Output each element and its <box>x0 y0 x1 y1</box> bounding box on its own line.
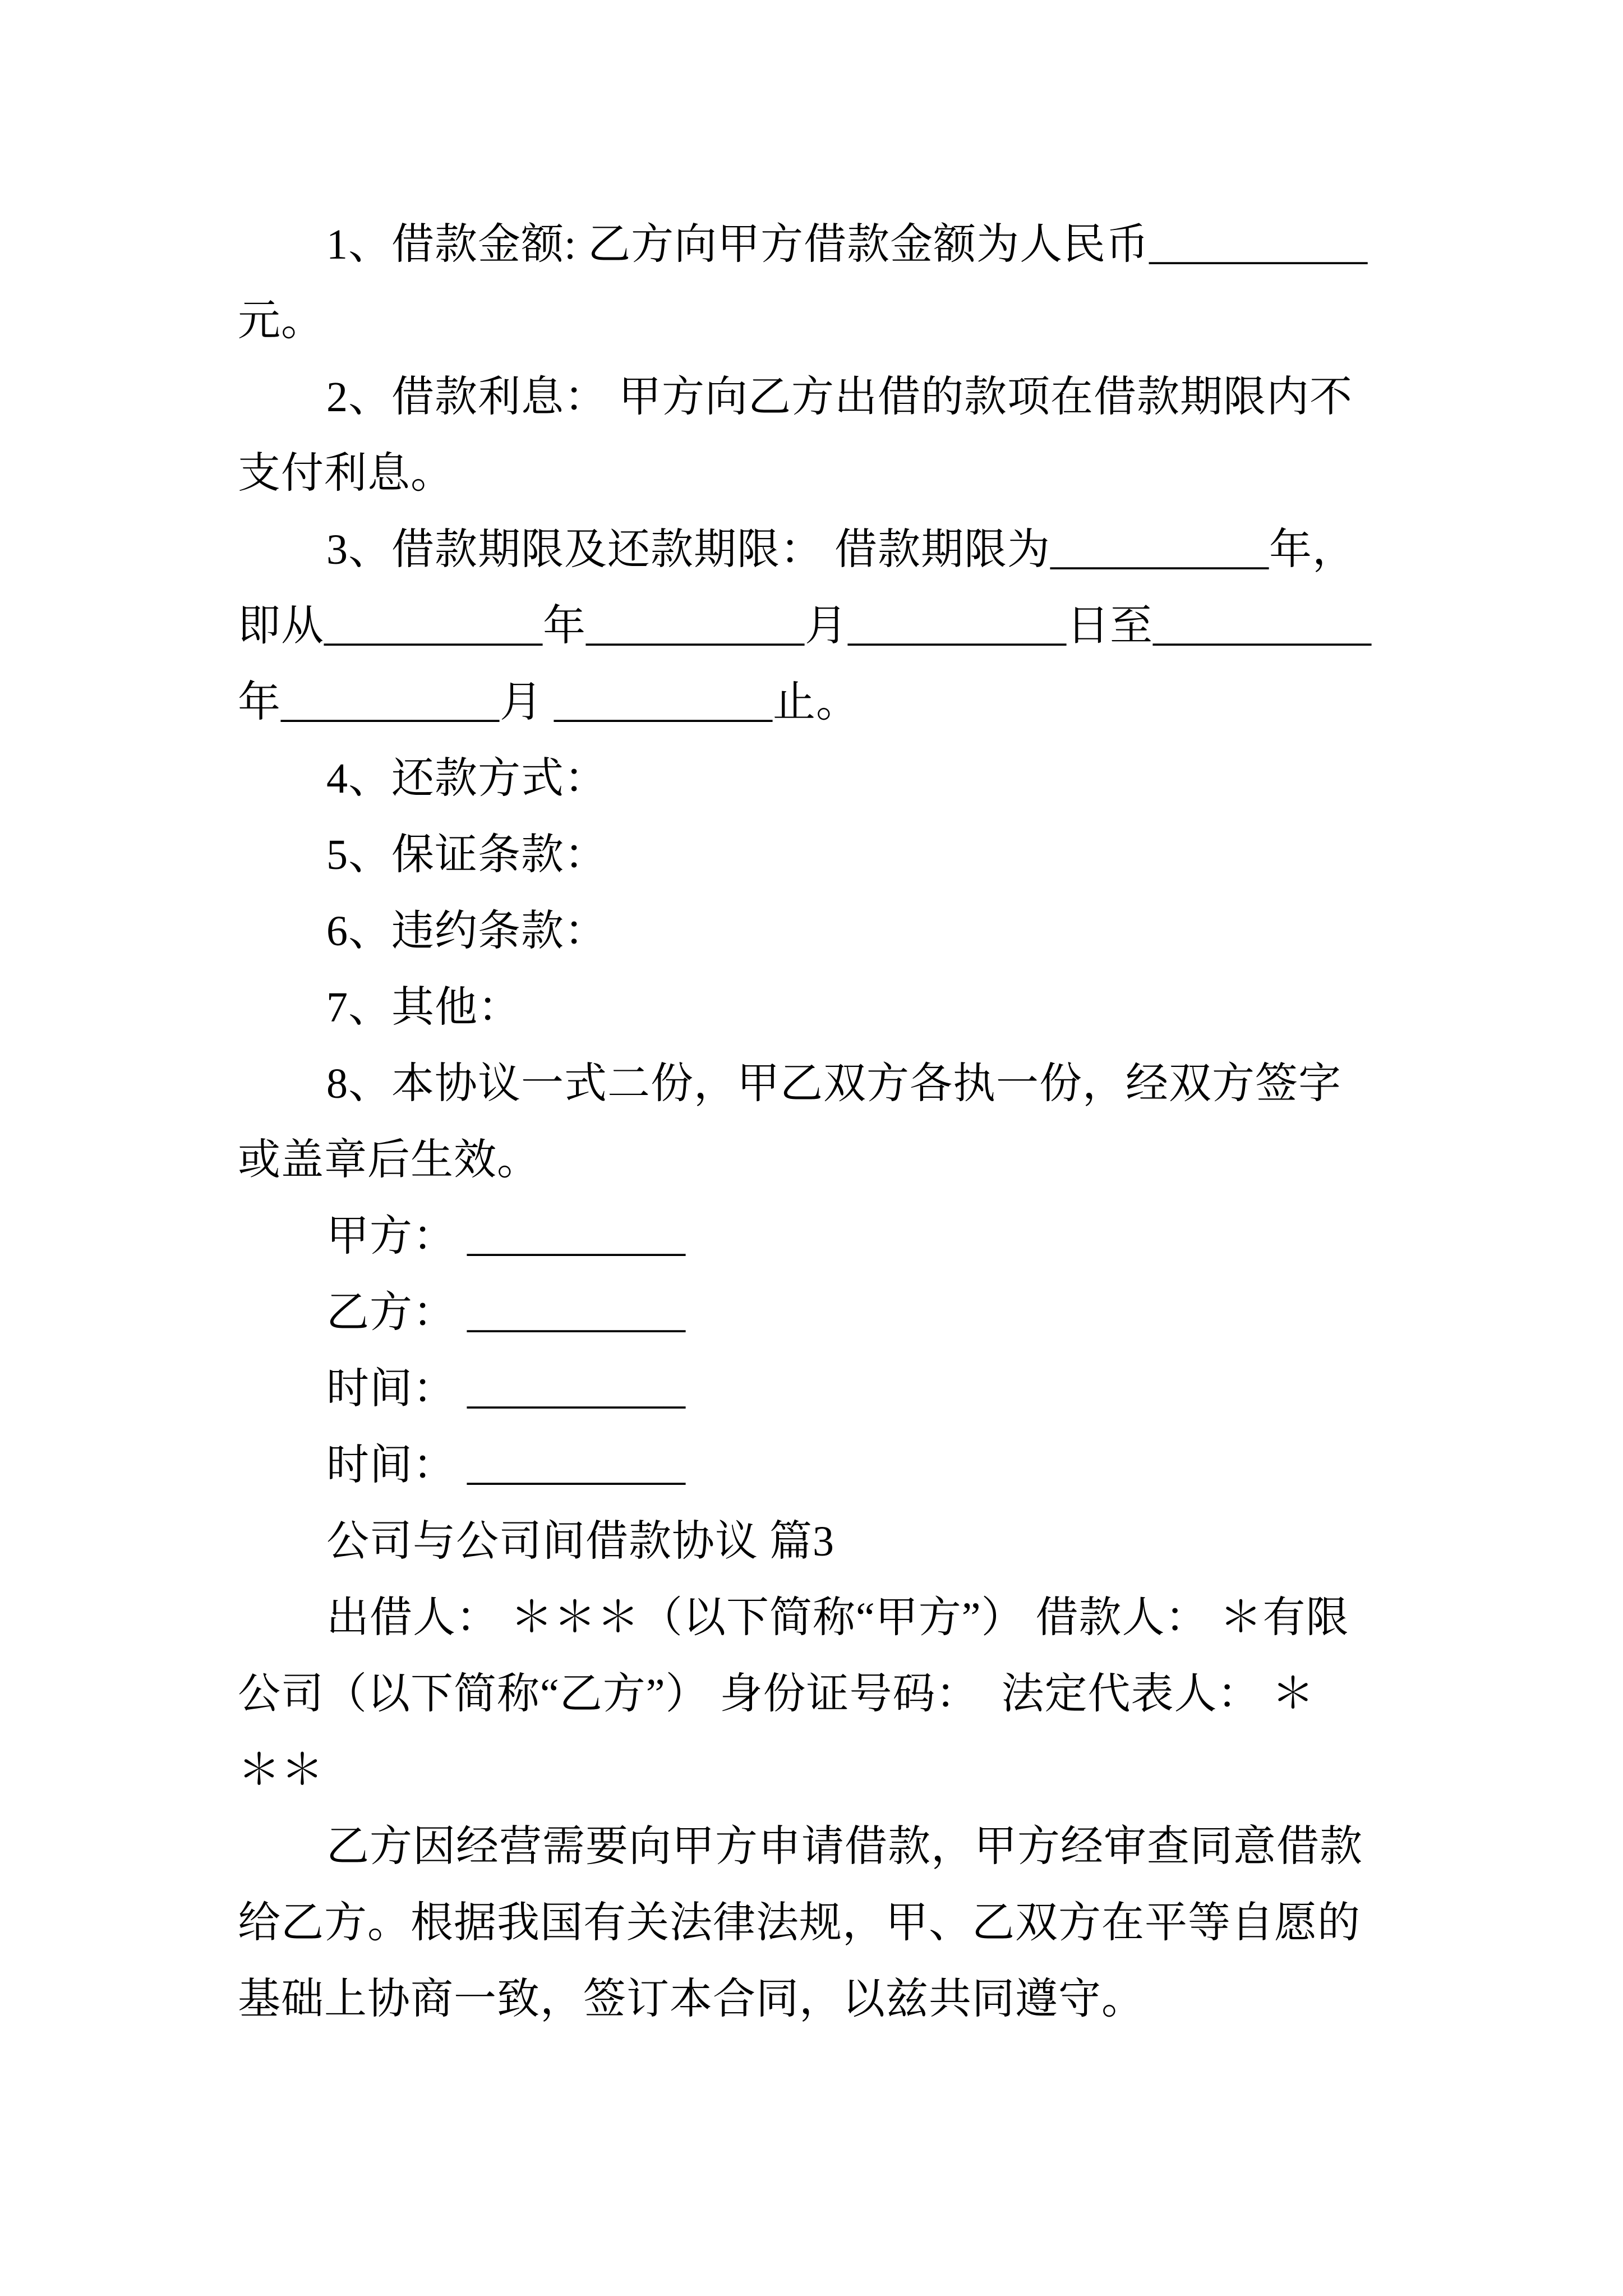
text-line-21: ＊＊ <box>238 1747 324 1794</box>
text-line-9: 5、保证条款： <box>326 831 607 878</box>
text-line-20: 公司（以下简称“乙方”） 身份证号码： 法定代表人： ＊ <box>238 1671 1315 1718</box>
text-line-18: 公司与公司间借款协议 篇3 <box>326 1518 834 1565</box>
text-line-11: 7、其他： <box>326 984 521 1031</box>
text-line-14: 甲方： __________ <box>326 1213 686 1260</box>
text-line-10: 6、违约条款： <box>326 908 607 955</box>
text-line-24: 基础上协商一致，签订本合同，以兹共同遵守。 <box>238 1976 1145 2023</box>
text-line-4: 支付利息。 <box>238 450 454 497</box>
text-line-23: 给乙方。根据我国有关法律法规，甲、乙双方在平等自愿的 <box>238 1899 1361 1947</box>
text-line-17: 时间： __________ <box>326 1442 686 1489</box>
document-text-block <box>238 206 1385 2037</box>
text-line-2: 元。 <box>238 297 324 344</box>
text-line-19: 出借人： ＊＊＊（以下简称“甲方”） 借款人： ＊有限 <box>326 1594 1349 1641</box>
text-line-3: 2、借款利息： 甲方向乙方出借的款项在借款期限内不 <box>326 374 1353 421</box>
text-line-6: 即从__________年__________月__________日至__________ <box>238 602 1372 650</box>
text-line-12: 8、本协议一式二份，甲乙双方各执一份，经双方签字 <box>326 1060 1341 1107</box>
text-line-8: 4、还款方式： <box>326 755 607 802</box>
text-line-13: 或盖章后生效。 <box>238 1137 540 1184</box>
text-line-16: 时间： __________ <box>326 1365 686 1412</box>
text-line-1: 1、借款金额: 乙方向甲方借款金额为人民币__________ <box>326 221 1368 268</box>
text-line-5: 3、借款期限及还款期限： 借款期限为__________年， <box>326 526 1355 573</box>
text-line-22: 乙方因经营需要向甲方申请借款，甲方经审查同意借款 <box>326 1823 1363 1870</box>
text-line-15: 乙方： __________ <box>326 1289 686 1336</box>
text-line-7: 年__________月 __________止。 <box>238 679 859 726</box>
